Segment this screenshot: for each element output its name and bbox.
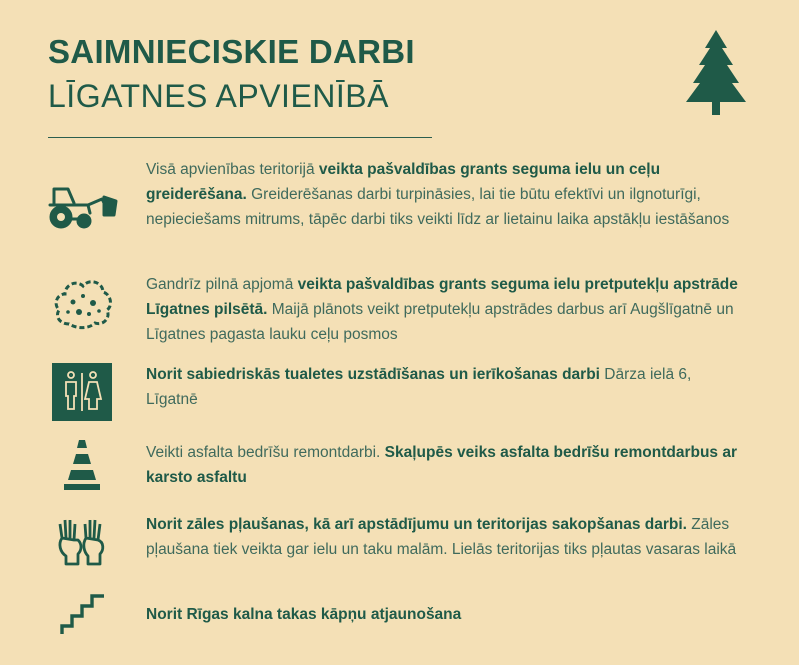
title-divider xyxy=(48,137,432,138)
page-subtitle: LĪGATNES APVIENĪBĀ xyxy=(48,78,389,114)
toilet-icon xyxy=(52,363,112,421)
dust-cloud-icon xyxy=(53,276,113,330)
item-asphalt: Veikti asfalta bedrīšu remontdarbi. Skaļupēs veiks asfalta bedrīšu remontdarbus ar karsto asfaltu xyxy=(146,444,737,486)
tree-icon xyxy=(684,30,748,116)
tractor-icon xyxy=(46,183,120,229)
item-grading: Visā apvienības teritorijā veikta pašvaldības grants seguma ielu un ceļu greiderēšana. Greiderēšanas darbi turpināsies, lai tie būtu efektīvi un ilgnoturīgi, nepieciešams mitrums, tāpēc darbi tiks veikti līdz ar lietainu laika apstākļu iestāšanos xyxy=(146,161,730,228)
traffic-cone-icon xyxy=(64,440,100,492)
item-toilet: Norit sabiedriskās tualetes uzstādīšanas un ierīkošanas darbi Dārza ielā 6, Līgatnē xyxy=(146,366,692,408)
stairs-icon xyxy=(60,590,106,636)
item-dust-treatment: Gandrīz pilnā apjomā veikta pašvaldības grants seguma ielu pretputekļu apstrāde Līgatnes pilsētā. Maijā plānots veikt pretputekļu apstrādes darbus arī Augšlīgatnē un Līgatnes pagasta lauku ceļu posmos xyxy=(146,276,738,343)
item-mowing: Norit zāles pļaušanas, kā arī apstādījumu un teritorijas sakopšanas darbi. Zāles pļaušana tiek veikta gar ielu un taku malām. Lielās teritorijas tiks pļautas vasaras laikā xyxy=(146,516,737,558)
page-title: SAIMNIECISKIE DARBI xyxy=(48,33,415,70)
gloves-icon xyxy=(56,516,106,570)
item-stairs: Norit Rīgas kalna takas kāpņu atjaunošana xyxy=(146,606,462,623)
